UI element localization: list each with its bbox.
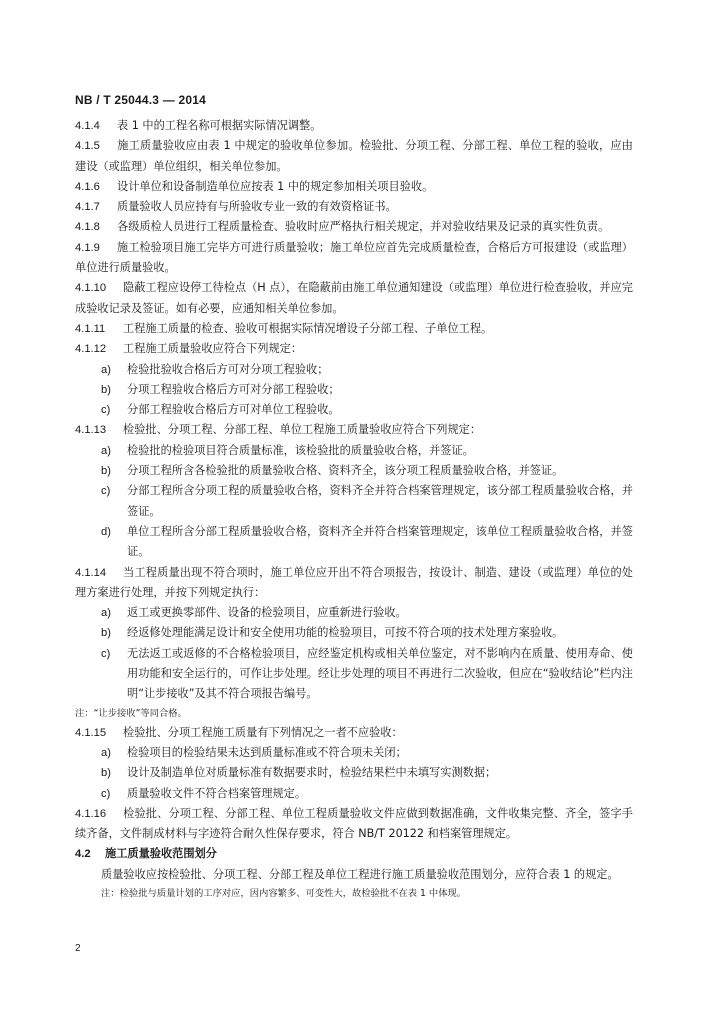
list-label: b) — [101, 383, 111, 396]
list-label: a) — [101, 746, 111, 759]
list-text: 分部工程验收合格后方可对单位工程验收。 — [127, 403, 340, 417]
list-label: a) — [101, 363, 111, 376]
clause-4-1-9 — [75, 238, 633, 279]
list-text: 返工或更换零部件、设备的检验项目，应重新进行验收。 — [127, 606, 407, 620]
clause-number: 4.1.7 — [75, 201, 100, 214]
clause-4-1-14 — [75, 563, 633, 604]
clause-number: 4.1.13 — [75, 424, 107, 437]
clause-number: 4.1.15 — [75, 726, 107, 739]
clause-text: 质量验收人员应持有与所验收专业一致的有效资格证书。 — [117, 200, 397, 214]
clause-number: 4.1.14 — [75, 566, 107, 579]
list-item — [75, 522, 633, 563]
list-label: b) — [101, 465, 111, 478]
clause-text: 工程施工质量验收应符合下列规定： — [123, 342, 303, 356]
clause-number: 4.1.16 — [75, 807, 107, 820]
clause-4-1-8 — [75, 217, 633, 237]
list-item — [75, 644, 633, 705]
clause-text: 隐蔽工程应设停工待检点（H 点），在隐蔽前由施工单位通知建设（或监理）单位进行检查验收，并应完成验收记录及签证。如有必要，应通知相关单位参加。 — [75, 281, 633, 315]
clause-4-1-10 — [75, 278, 633, 319]
list-label: c) — [101, 647, 111, 660]
list-label: c) — [101, 787, 111, 800]
list-item — [75, 400, 633, 420]
clause-4-1-15 — [75, 723, 633, 743]
list-label: b) — [101, 767, 111, 780]
clause-text: 检验批、分项工程施工质量有下列情况之一者不应验收： — [123, 725, 403, 739]
clause-text: 表 1 中的工程名称可根据实际情况调整。 — [117, 119, 322, 132]
clause-text: 当工程质量出现不符合项时，施工单位应开出不符合项报告，按设计、制造、建设（或监理）单位的处理方案进行处理，并按下列规定执行： — [75, 565, 633, 599]
clause-text: 检验批、分项工程、分部工程、单位工程质量验收文件应做到数据准确，文件收集完整、齐全，签字手续齐备，文件制成材料与字迹符合耐久性保存要求，符合 NB/T 20122 和档案管理规定。 — [75, 806, 633, 841]
clause-text: 各级质检人员进行工程质量检查、验收时应严格执行相关规定，并对验收结果及记录的真实性负责。 — [117, 220, 610, 234]
standard-header: NB / T 25044.3 — 2014 — [75, 93, 206, 107]
clause-text: 施工质量验收应由表 1 中规定的验收单位参加。检验批、分项工程、分部工程、单位工程的验收，应由建设（或监理）单位组织，相关单位参加。 — [75, 139, 633, 173]
list-label: a) — [101, 444, 111, 457]
list-item — [75, 441, 633, 461]
list-item — [75, 360, 633, 380]
section-text: 质量验收应按检验批、分项工程、分部工程及单位工程进行施工质量验收范围划分，应符合表 1 的规定。 — [101, 867, 619, 881]
section-title: 施工质量验收范围划分 — [105, 847, 217, 861]
clause-4-1-12 — [75, 339, 633, 359]
list-text: 设计及制造单位对质量标准有数据要求时，检验结果栏中未填写实测数据； — [127, 766, 497, 780]
clause-4-1-4 — [75, 116, 633, 136]
clause-number: 4.1.8 — [75, 221, 100, 234]
clause-4-1-6 — [75, 177, 633, 197]
list-item — [75, 743, 633, 763]
clause-text: 施工检验项目施工完毕方可进行质量验收；施工单位应首先完成质量检查，合格后方可报建设（或监理）单位进行质量验收。 — [75, 240, 633, 275]
list-text: 检验批的检验项目符合质量标准，该检验批的质量验收合格，并签证。 — [127, 443, 474, 457]
clause-number: 4.1.5 — [75, 140, 100, 153]
list-text: 经返修处理能满足设计和安全使用功能的检验项目，可按不符合项的技术处理方案验收。 — [127, 626, 564, 640]
list-item — [75, 461, 633, 481]
list-label: b) — [101, 627, 111, 640]
page-number: 2 — [75, 943, 81, 954]
list-text: 单位工程所含分部工程质量验收合格，资料齐全并符合档案管理规定，该单位工程质量验收合格，并签证。 — [127, 524, 633, 559]
section-note: 注：检验批与质量计划的工序对应，因内容繁多、可变性大，故检验批不在表 1 中体现。 — [101, 887, 467, 899]
list-text: 无法返工或返修的不合格检验项目，应经鉴定机构或相关单位鉴定，对不影响内在质量、使用寿命、使用功能和安全运行的，可作让步处理。经让步处理的项目不再进行二次验收，但应在“验收结论”栏内注明“让步接收”及其不符合项报告编号。 — [127, 646, 633, 701]
clause-number: 4.1.11 — [75, 322, 106, 335]
list-item — [75, 763, 633, 783]
list-text: 分项工程验收合格后方可对分部工程验收； — [127, 382, 340, 396]
list-item — [75, 784, 633, 804]
clause-number: 4.1.12 — [75, 343, 107, 356]
clause-number: 4.1.9 — [75, 241, 100, 254]
clause-number: 4.1.10 — [75, 282, 107, 295]
clause-text: 检验批、分项工程、分部工程、单位工程施工质量验收应符合下列规定： — [123, 423, 482, 437]
list-label: c) — [101, 485, 111, 498]
document-body — [75, 116, 633, 903]
clause-text: 工程施工质量的检查、验收可根据实际情况增设子分部工程、子单位工程。 — [123, 321, 493, 335]
section-heading — [75, 844, 633, 864]
clause-4-1-16 — [75, 804, 633, 845]
clause-number: 4.1.6 — [75, 180, 100, 193]
list-text: 分部工程所含分项工程的质量验收合格，资料齐全并符合档案管理规定，该分部工程质量验收合格，并签证。 — [127, 484, 633, 518]
list-item — [75, 623, 633, 643]
list-item — [75, 380, 633, 400]
list-label: a) — [101, 607, 111, 620]
clause-4-1-5 — [75, 136, 633, 177]
clause-4-1-7 — [75, 197, 633, 217]
clause-4-1-11 — [75, 319, 633, 339]
list-text: 分项工程所含各检验批的质量验收合格、资料齐全，该分项工程质量验收合格，并签证。 — [127, 464, 564, 478]
list-text: 质量验收文件不符合档案管理规定。 — [127, 786, 307, 800]
list-label: d) — [101, 525, 111, 538]
section-number: 4.2 — [75, 848, 91, 861]
list-item — [75, 603, 633, 623]
note: 注：“让步接收”等同合格。 — [75, 707, 187, 719]
clause-4-1-13 — [75, 420, 633, 440]
list-text: 检验批验收合格后方可对分项工程验收； — [127, 362, 329, 376]
clause-number: 4.1.4 — [75, 120, 100, 132]
list-text: 检验项目的检验结果未达到质量标准或不符合项未关闭； — [127, 745, 407, 759]
list-label: c) — [101, 404, 111, 417]
list-item — [75, 481, 633, 522]
clause-text: 设计单位和设备制造单位应按表 1 中的规定参加相关项目验收。 — [117, 179, 434, 193]
